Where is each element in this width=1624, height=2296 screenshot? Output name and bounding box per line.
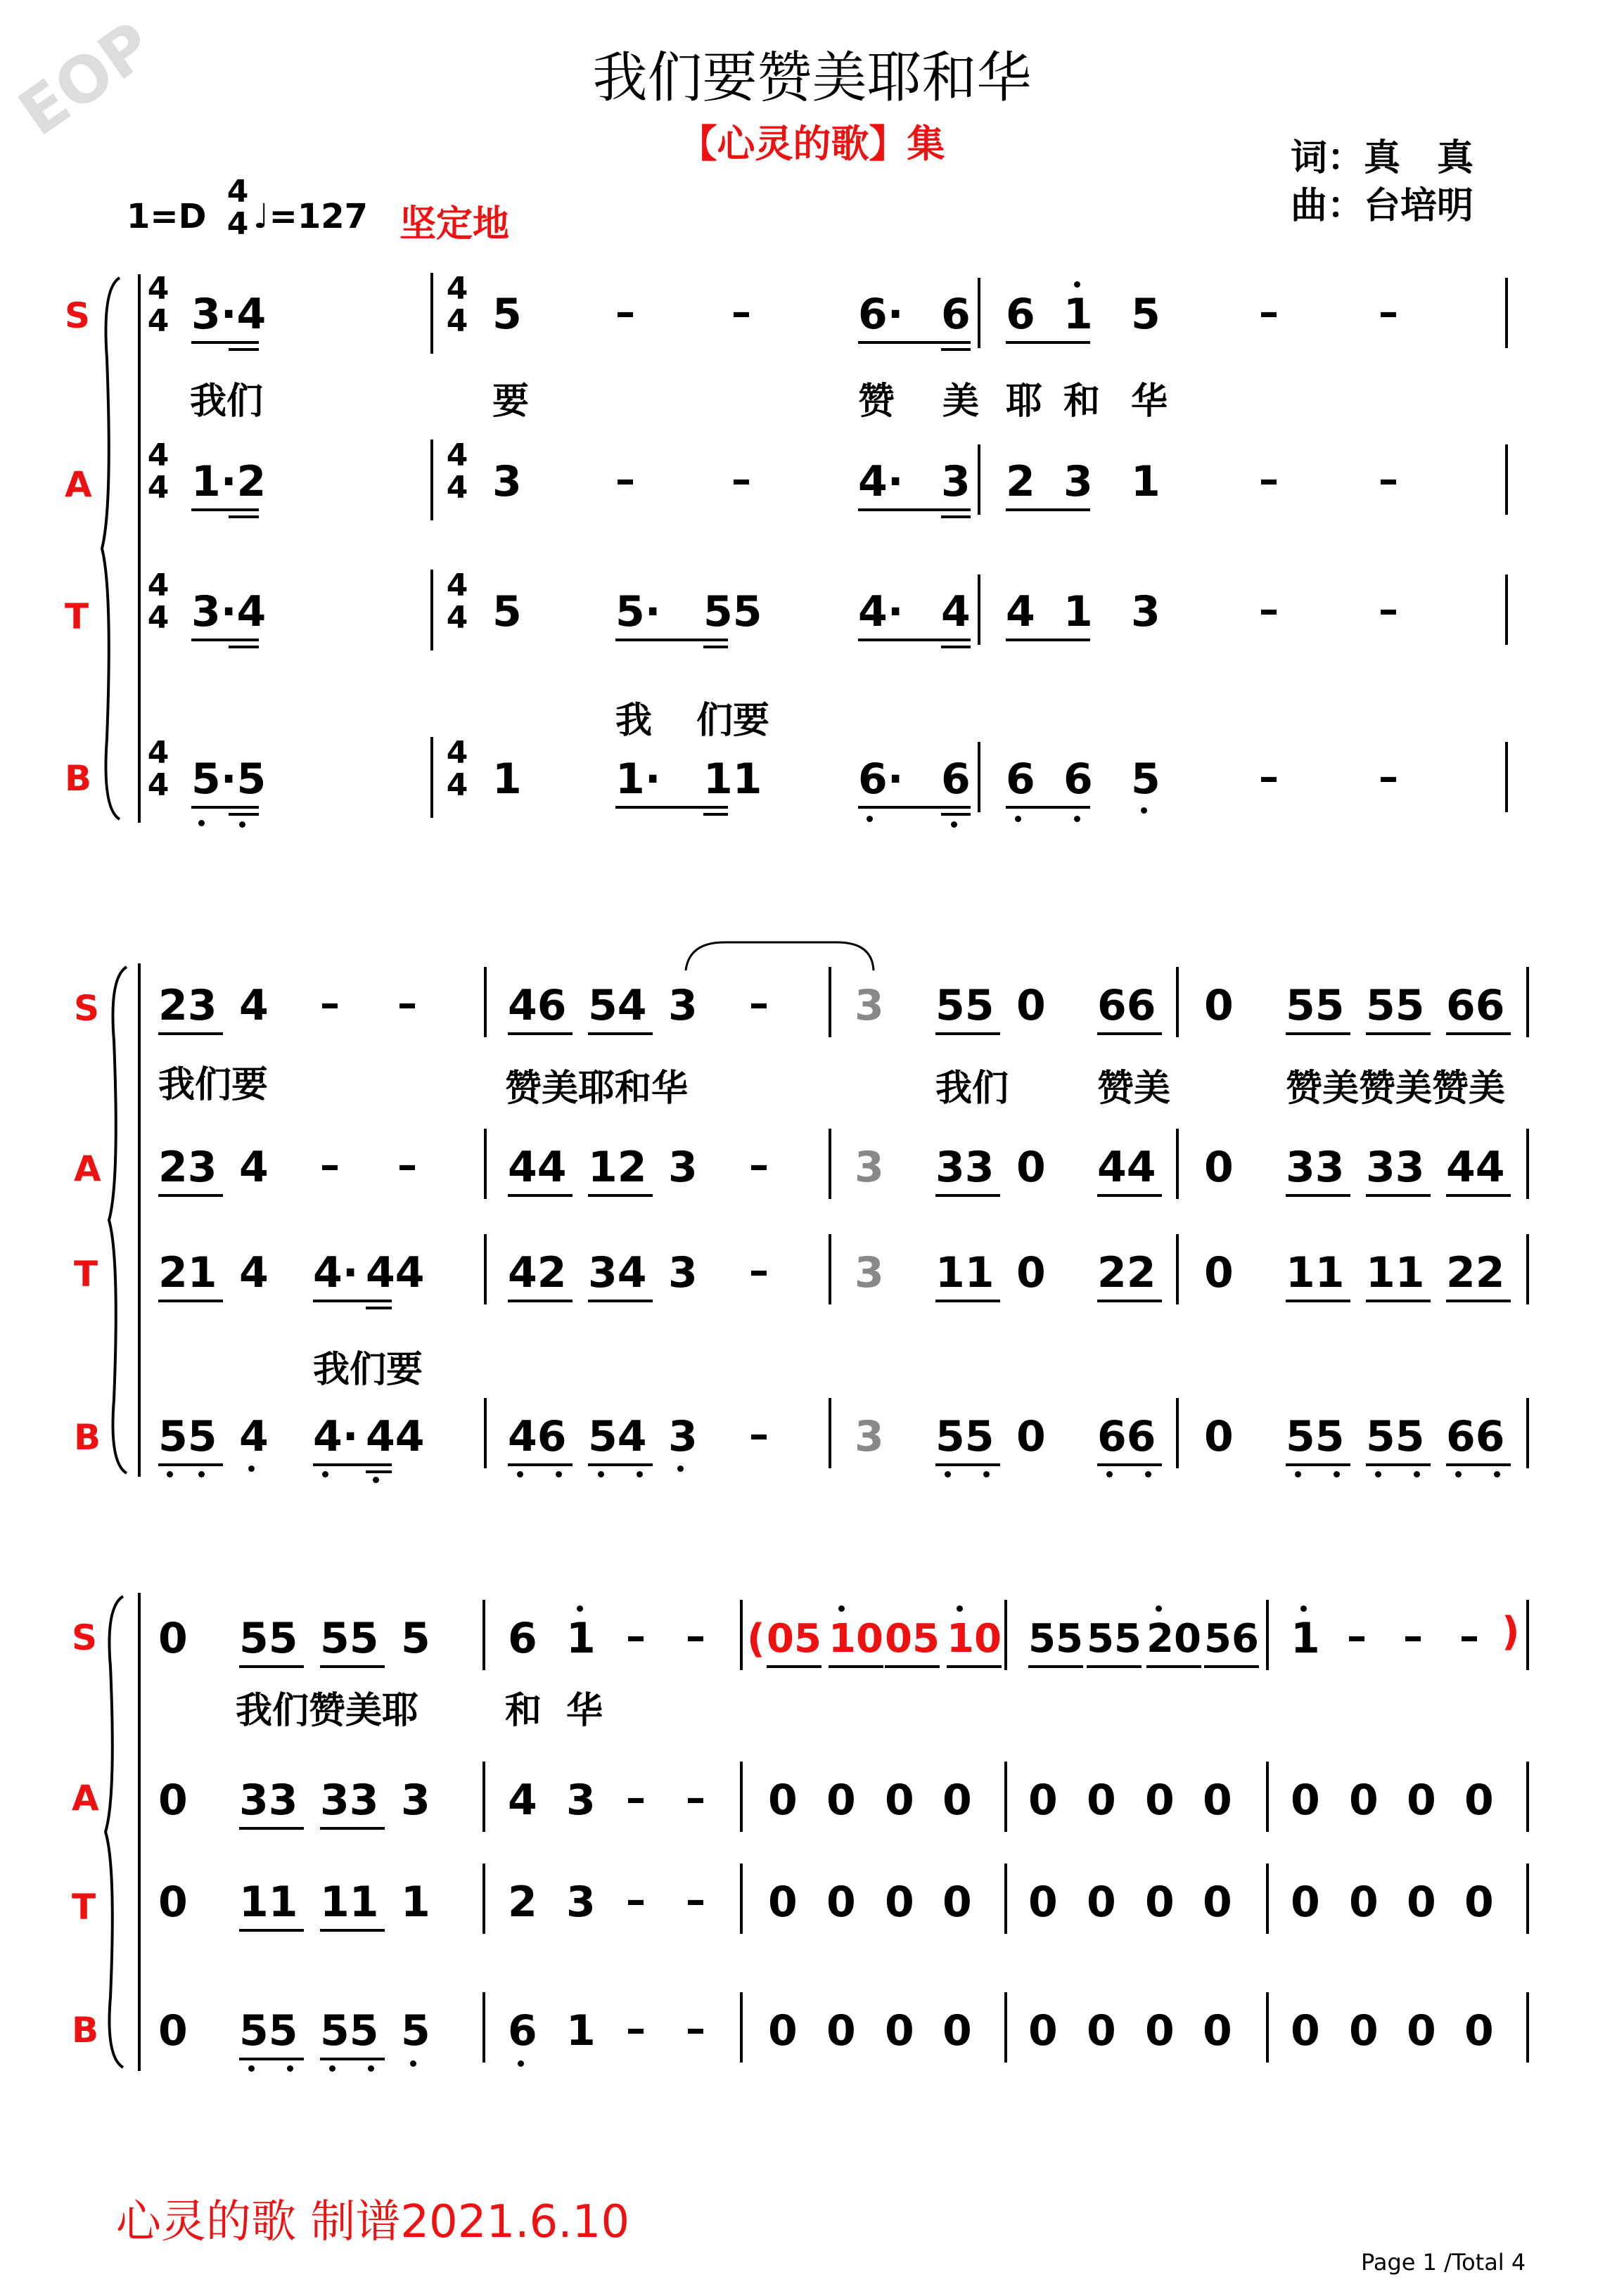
note: 0 xyxy=(1204,1248,1234,1297)
note: 0 xyxy=(158,1878,188,1927)
note: 4· xyxy=(858,587,904,636)
note: 6· xyxy=(858,755,904,804)
rest: 0 xyxy=(1349,2006,1379,2056)
rest: 0 xyxy=(885,1776,914,1825)
tie-arc xyxy=(682,939,879,974)
dash: – xyxy=(749,1412,769,1458)
lyric: 和 xyxy=(1063,380,1101,423)
tempo-word: 坚定地 xyxy=(399,203,510,245)
note: 3 xyxy=(668,1412,698,1461)
rest: 0 xyxy=(1349,1878,1379,1927)
note: 5·5 xyxy=(191,755,267,804)
dash: – xyxy=(1403,1614,1423,1660)
voice-label-s: S xyxy=(74,988,100,1029)
note: 5 xyxy=(401,1614,430,1663)
note: 11 xyxy=(320,1878,379,1927)
voice-label-a: A xyxy=(72,1778,99,1819)
voice-label-t: T xyxy=(65,596,89,637)
note: 5· xyxy=(615,587,661,636)
voice-label-b: B xyxy=(72,2010,99,2051)
system-brace xyxy=(102,1593,130,2071)
note: 55 xyxy=(1366,1412,1425,1461)
voice-label-b: B xyxy=(65,758,92,799)
voice-label-a: A xyxy=(74,1148,101,1189)
key-signature: 1=D xyxy=(127,197,207,236)
lyric: 赞美耶和华 xyxy=(505,1067,689,1110)
note: 1 xyxy=(566,2006,596,2056)
tsig-b-1: 4 4 xyxy=(147,735,170,803)
note: 46 xyxy=(508,981,567,1030)
rest: 0 xyxy=(1203,1878,1232,1927)
header-time-signature: 4 4 xyxy=(226,174,249,242)
note: 1 xyxy=(1063,290,1093,339)
dash: – xyxy=(626,2006,646,2052)
note: 44 xyxy=(508,1143,567,1192)
note: 55 xyxy=(935,1412,995,1461)
note: 05 xyxy=(885,1616,940,1662)
note: 6· xyxy=(858,290,904,339)
rest: 0 xyxy=(1203,1776,1232,1825)
dash: – xyxy=(731,290,751,335)
note: 11 xyxy=(703,755,762,804)
note: 0 xyxy=(1016,1143,1046,1192)
note: 11 xyxy=(1286,1248,1345,1297)
note: 3 xyxy=(668,1143,698,1192)
note: 2 xyxy=(508,1878,537,1927)
footer-credit: 心灵的歌 制谱2021.6.10 xyxy=(116,2196,630,2248)
note: 05 xyxy=(767,1616,821,1662)
note: 0 xyxy=(1204,981,1234,1030)
note: 3 xyxy=(566,1776,596,1825)
dash: – xyxy=(615,290,635,335)
composer-credit: 曲：台培明 xyxy=(1291,185,1474,227)
note: 55 xyxy=(1286,1412,1345,1461)
rest: 0 xyxy=(1087,1776,1116,1825)
note: 0 xyxy=(158,2006,188,2056)
dash: – xyxy=(1259,755,1279,800)
dash: – xyxy=(731,457,751,503)
note: 0 xyxy=(1016,1412,1046,1461)
note: 3 xyxy=(668,1248,698,1297)
voice-label-s: S xyxy=(72,1617,98,1658)
dash: – xyxy=(626,1614,646,1660)
note: 42 xyxy=(508,1248,567,1297)
rest: 0 xyxy=(1087,2006,1116,2056)
note: 5 xyxy=(492,587,522,636)
note: 1 xyxy=(1291,1614,1320,1663)
dash: – xyxy=(1379,290,1398,335)
note-grey: 3 xyxy=(855,1248,884,1297)
dash: – xyxy=(749,1143,769,1188)
rest: 0 xyxy=(768,1878,798,1927)
lyric: 我们要 xyxy=(158,1064,269,1106)
note: 3 xyxy=(401,1776,430,1825)
note: 3 xyxy=(941,457,971,506)
watermark-logo: EOP xyxy=(6,8,166,150)
note: 3·4 xyxy=(191,587,267,636)
dash: – xyxy=(1379,587,1398,633)
rest: 0 xyxy=(826,2006,856,2056)
rest: 0 xyxy=(1464,1878,1494,1927)
note: 55 xyxy=(703,587,762,636)
note: 23 xyxy=(158,981,217,1030)
voice-label-t: T xyxy=(72,1887,96,1928)
note: 55 xyxy=(320,1614,379,1663)
s1-m0: 3·4 xyxy=(191,290,267,339)
rest: 0 xyxy=(1028,1878,1058,1927)
note: 4 xyxy=(508,1776,537,1825)
note: 21 xyxy=(158,1248,217,1297)
rest: 0 xyxy=(1203,2006,1232,2056)
note: 1 xyxy=(566,1614,596,1663)
rest: 0 xyxy=(885,1878,914,1927)
note: 4 xyxy=(941,587,971,636)
lyric: 华 xyxy=(1131,380,1168,423)
voice-label-b: B xyxy=(74,1417,101,1458)
note: 6 xyxy=(1006,290,1035,339)
note: 10 xyxy=(829,1616,883,1662)
note: 54 xyxy=(588,1412,647,1461)
note: 5 xyxy=(401,2006,430,2056)
collection-subtitle: 【心灵的歌】集 xyxy=(679,122,945,166)
rest: 0 xyxy=(1145,1878,1175,1927)
voice-label-s: S xyxy=(65,295,91,336)
note: 1 xyxy=(1063,587,1093,636)
voice-label-a: A xyxy=(65,464,92,505)
note: 4 xyxy=(1006,587,1035,636)
note: 3 xyxy=(492,457,522,506)
rest: 0 xyxy=(1407,1776,1436,1825)
dash: – xyxy=(1347,1614,1367,1660)
rest: 0 xyxy=(1464,1776,1494,1825)
note: 3 xyxy=(566,1878,596,1927)
note-grey: 3 xyxy=(855,981,884,1030)
note: 55 xyxy=(239,2006,298,2056)
note: 46 xyxy=(508,1412,567,1461)
note: 55 xyxy=(1028,1616,1083,1662)
lyric: 美 xyxy=(942,380,980,423)
note: 66 xyxy=(1097,981,1156,1030)
note: 44 xyxy=(1097,1143,1156,1192)
dash: – xyxy=(1379,457,1398,503)
note: 55 xyxy=(1087,1616,1142,1662)
note: 66 xyxy=(1097,1412,1156,1461)
note: 33 xyxy=(1366,1143,1425,1192)
lyricist-credit: 词：真 真 xyxy=(1291,137,1474,179)
note: 3 xyxy=(1063,457,1093,506)
dash: – xyxy=(1259,587,1279,633)
dash: – xyxy=(397,1143,417,1188)
rest: 0 xyxy=(1407,1878,1436,1927)
note: 6 xyxy=(1063,755,1093,804)
rest: 0 xyxy=(1291,1878,1320,1927)
lyric: 我们 xyxy=(190,380,264,423)
dash: – xyxy=(749,981,769,1027)
note: 20 xyxy=(1146,1616,1201,1662)
lyric: 我们赞美耶 xyxy=(236,1690,419,1732)
lyric: 赞美赞美赞美 xyxy=(1286,1067,1506,1110)
note: 66 xyxy=(1446,981,1505,1030)
rest: 0 xyxy=(1291,2006,1320,2056)
tsig-a-2: 4 4 xyxy=(446,437,468,506)
dash: – xyxy=(1459,1614,1479,1660)
note: 33 xyxy=(239,1776,298,1825)
note: 6 xyxy=(941,755,971,804)
note: 4· xyxy=(313,1248,359,1297)
rest: 0 xyxy=(1145,1776,1175,1825)
note: 55 xyxy=(1286,981,1345,1030)
rest: 0 xyxy=(826,1776,856,1825)
note: 0 xyxy=(1016,1248,1046,1297)
dash: – xyxy=(615,457,635,503)
note: 4 xyxy=(239,1412,269,1461)
tsig-s-2: 4 4 xyxy=(446,271,468,339)
note: 22 xyxy=(1097,1248,1156,1297)
system-brace xyxy=(106,963,134,1477)
tsig-t-2: 4 4 xyxy=(446,567,468,636)
lyric: 赞美 xyxy=(1097,1067,1171,1110)
dash: – xyxy=(320,981,340,1027)
note: 22 xyxy=(1446,1248,1505,1297)
page-title: 我们要赞美耶和华 xyxy=(592,46,1032,110)
rest: 0 xyxy=(1291,1776,1320,1825)
note: 0 xyxy=(1204,1143,1234,1192)
note: 33 xyxy=(935,1143,995,1192)
note: 2 xyxy=(1006,457,1035,506)
dash: – xyxy=(749,1248,769,1294)
rest: 0 xyxy=(1349,1776,1379,1825)
note: 0 xyxy=(1204,1412,1234,1461)
note: 5 xyxy=(492,290,522,339)
lyric: 我 xyxy=(615,700,653,742)
rest: 0 xyxy=(942,2006,972,2056)
note: 66 xyxy=(1446,1412,1505,1461)
note: 4· xyxy=(858,457,904,506)
note-grey: 3 xyxy=(855,1143,884,1192)
page-indicator: Page 1 /Total 4 xyxy=(1361,2249,1526,2276)
rest: 0 xyxy=(1407,2006,1436,2056)
system-start-barline xyxy=(138,274,141,823)
rest: 0 xyxy=(1028,2006,1058,2056)
note: 1 xyxy=(492,755,522,804)
note: 11 xyxy=(239,1878,298,1927)
note: 6 xyxy=(508,2006,537,2056)
note: 0 xyxy=(158,1614,188,1663)
note: 44 xyxy=(1446,1143,1505,1192)
dash: – xyxy=(1379,755,1398,800)
tsig-t-1: 4 4 xyxy=(147,567,170,636)
lyric: 和 xyxy=(505,1690,542,1732)
note: 6 xyxy=(1006,755,1035,804)
dash: – xyxy=(626,1776,646,1821)
voice-label-t: T xyxy=(74,1254,98,1295)
dash: – xyxy=(686,1776,705,1821)
note: 4 xyxy=(239,981,269,1030)
note: 4 xyxy=(239,1143,269,1192)
lyric: 们要 xyxy=(696,700,770,742)
rest: 0 xyxy=(768,2006,798,2056)
lyric: 华 xyxy=(566,1690,603,1732)
note: 23 xyxy=(158,1143,217,1192)
dash: – xyxy=(320,1143,340,1188)
lyric: 我们 xyxy=(935,1067,1009,1110)
note: 55 xyxy=(320,2006,379,2056)
rest: 0 xyxy=(1028,1776,1058,1825)
rest: 0 xyxy=(1087,1878,1116,1927)
note: 44 xyxy=(366,1248,425,1297)
tsig-a-1: 4 4 xyxy=(147,437,170,506)
note: 5 xyxy=(1131,290,1161,339)
tsig-b-2: 4 4 xyxy=(446,735,468,803)
dash: – xyxy=(686,2006,705,2052)
dash: – xyxy=(686,1878,705,1923)
note: 10 xyxy=(947,1616,1002,1662)
lyric: 要 xyxy=(492,380,530,423)
rest: 0 xyxy=(1464,2006,1494,2056)
rest: 0 xyxy=(768,1776,798,1825)
lyric: 耶 xyxy=(1006,380,1043,423)
rest: 0 xyxy=(942,1878,972,1927)
note: 33 xyxy=(320,1776,379,1825)
note: 0 xyxy=(158,1776,188,1825)
note: 44 xyxy=(366,1412,425,1461)
note: 56 xyxy=(1204,1616,1259,1662)
note: 54 xyxy=(588,981,647,1030)
dash: – xyxy=(397,981,417,1027)
repeat-paren-open: ( xyxy=(747,1616,765,1662)
note: 5 xyxy=(1131,755,1161,804)
tempo-marking: ♩=127 xyxy=(253,197,369,236)
note: 3 xyxy=(668,981,698,1030)
note-grey: 3 xyxy=(855,1412,884,1461)
repeat-paren-close: ) xyxy=(1502,1609,1520,1655)
lyric: 我们要 xyxy=(313,1349,423,1391)
note: 33 xyxy=(1286,1143,1345,1192)
note: 3 xyxy=(1131,587,1161,636)
note: 1 xyxy=(401,1878,430,1927)
rest: 0 xyxy=(826,1878,856,1927)
note: 55 xyxy=(158,1412,217,1461)
note: 4 xyxy=(239,1248,269,1297)
lyric: 赞 xyxy=(858,380,895,423)
note: 6 xyxy=(941,290,971,339)
note: 11 xyxy=(935,1248,995,1297)
note: 55 xyxy=(1366,981,1425,1030)
note: 55 xyxy=(935,981,995,1030)
note: 1 xyxy=(1131,457,1161,506)
note: 6 xyxy=(508,1614,537,1663)
note: 4· xyxy=(313,1412,359,1461)
rest: 0 xyxy=(1145,2006,1175,2056)
note: 12 xyxy=(588,1143,647,1192)
dash: – xyxy=(1259,290,1279,335)
note: 0 xyxy=(1016,981,1046,1030)
dash: – xyxy=(626,1878,646,1923)
note: 11 xyxy=(1366,1248,1425,1297)
dash: – xyxy=(686,1614,705,1660)
note: 34 xyxy=(588,1248,647,1297)
system-brace xyxy=(98,274,127,823)
tsig-s-1: 4 4 xyxy=(147,271,170,339)
note: 1·2 xyxy=(191,457,267,506)
rest: 0 xyxy=(885,2006,914,2056)
rest: 0 xyxy=(942,1776,972,1825)
note: 55 xyxy=(239,1614,298,1663)
dash: – xyxy=(1259,457,1279,503)
note: 1· xyxy=(615,755,661,804)
